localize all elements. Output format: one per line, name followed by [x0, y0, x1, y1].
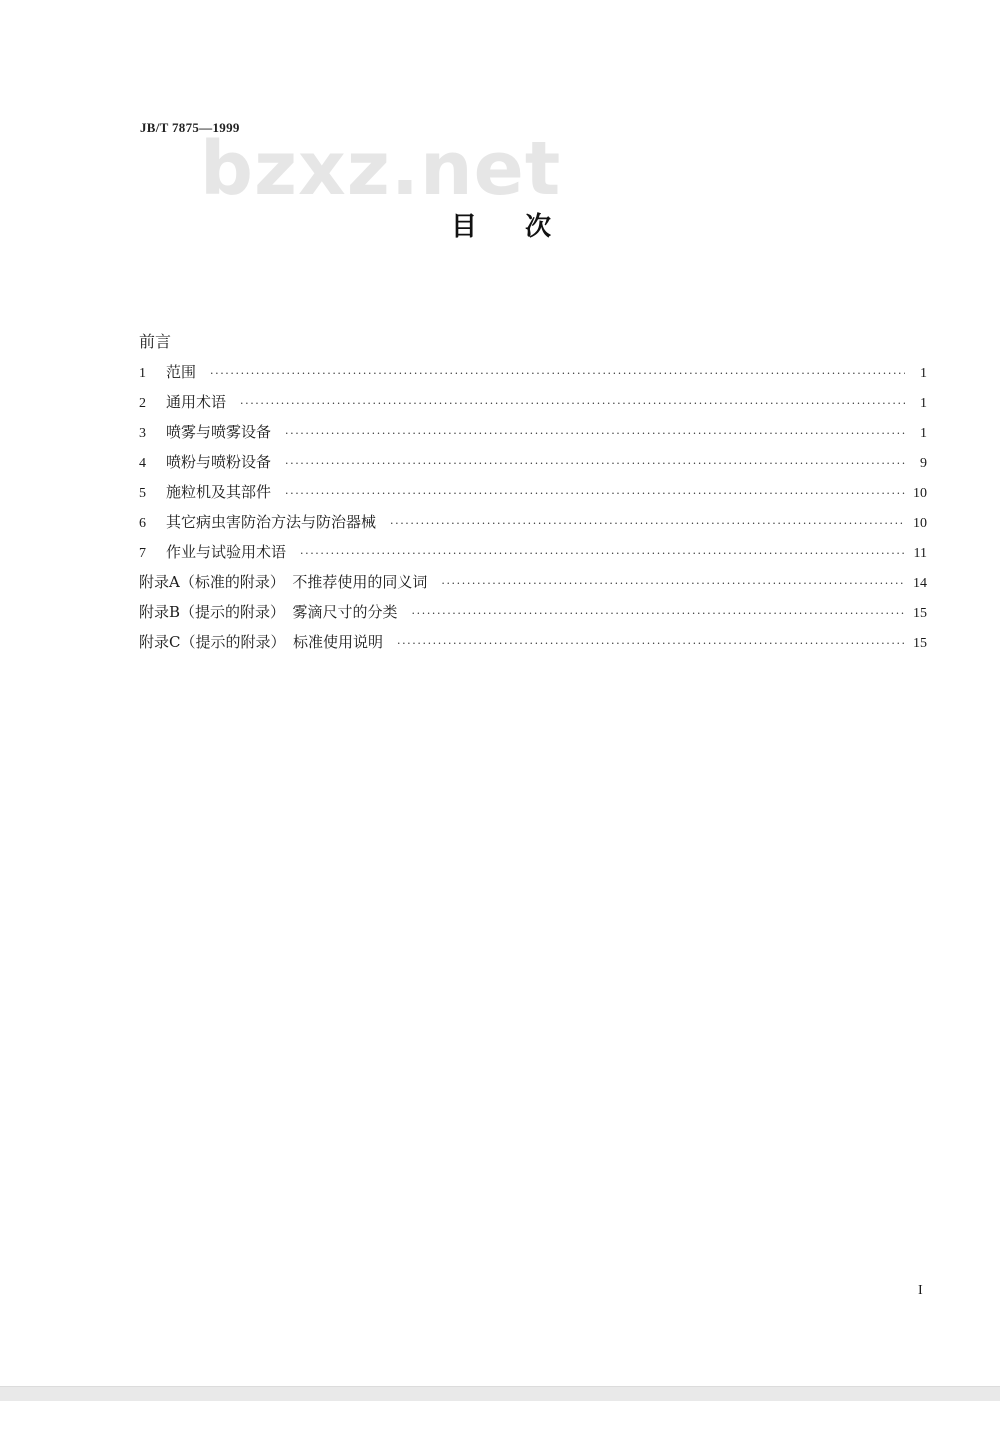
toc-entry-page: 10 [913, 486, 927, 501]
document-code: JB/T 7875—1999 [140, 120, 240, 135]
toc-leader-dots [397, 629, 905, 659]
toc-entry-number: 2 [139, 396, 146, 411]
toc-entry-6[interactable] [139, 507, 927, 537]
toc-entry-7[interactable] [139, 537, 927, 567]
toc-entry-number: 4 [139, 456, 146, 471]
toc-entry-5[interactable] [139, 477, 927, 507]
toc-leader-dots [285, 479, 905, 509]
toc-preface[interactable]: 前言 [139, 332, 172, 351]
toc-entry-page: 11 [913, 546, 927, 561]
toc-entry-label: 附录C（提示的附录） 标准使用说明 [139, 633, 383, 651]
toc-entry-2[interactable] [139, 387, 927, 417]
toc-entry-4[interactable] [139, 447, 927, 477]
toc-entry-number: 3 [139, 426, 146, 441]
toc-leader-dots [412, 599, 905, 629]
toc-entry-page: 9 [920, 456, 927, 471]
toc-entry-number: 6 [139, 516, 146, 531]
toc-leader-dots [300, 539, 905, 569]
toc-entry-appendix-a[interactable] [139, 567, 927, 597]
toc-entry-page: 1 [920, 366, 927, 381]
page-title: 目次 [450, 212, 599, 242]
toc-entry-label: 范围 [166, 363, 197, 381]
toc-entry-appendix-c[interactable] [139, 627, 927, 657]
toc-entry-number: 7 [139, 546, 146, 561]
toc-leader-dots [441, 569, 905, 599]
page-number: I [918, 1283, 923, 1298]
toc-entry-3[interactable] [139, 417, 927, 447]
toc-entry-number: 5 [139, 486, 146, 501]
toc-entry-label: 喷粉与喷粉设备 [166, 453, 272, 471]
viewer-bottom-area [0, 1401, 1000, 1434]
toc-entry-label: 附录A（标准的附录） 不推荐使用的同义词 [139, 573, 428, 591]
toc-entry-page: 14 [913, 576, 927, 591]
toc-entry-number: 1 [139, 366, 146, 381]
toc-entry-page: 15 [913, 606, 927, 621]
toc-entry-label: 通用术语 [166, 393, 227, 411]
toc-entry-label: 附录B（提示的附录） 雾滴尺寸的分类 [139, 603, 398, 621]
watermark: bzxz.net [200, 126, 562, 212]
toc-entry-page: 1 [920, 426, 927, 441]
toc-leader-dots [210, 359, 905, 389]
viewer-bottom-band [0, 1386, 1000, 1402]
toc-leader-dots [240, 389, 905, 419]
toc-entry-label: 作业与试验用术语 [166, 543, 287, 561]
toc-entry-label: 喷雾与喷雾设备 [166, 423, 272, 441]
toc-leader-dots [285, 419, 905, 449]
toc-entry-page: 1 [920, 396, 927, 411]
toc-entry-appendix-b[interactable] [139, 597, 927, 627]
toc-entry-1[interactable] [139, 357, 927, 387]
toc-entry-label: 其它病虫害防治方法与防治器械 [166, 513, 377, 531]
table-of-contents [139, 327, 927, 657]
toc-leader-dots [285, 449, 905, 479]
toc-entry-label: 施粒机及其部件 [166, 483, 272, 501]
toc-entry-page: 15 [913, 636, 927, 651]
toc-entry-page: 10 [913, 516, 927, 531]
toc-leader-dots [390, 509, 905, 539]
